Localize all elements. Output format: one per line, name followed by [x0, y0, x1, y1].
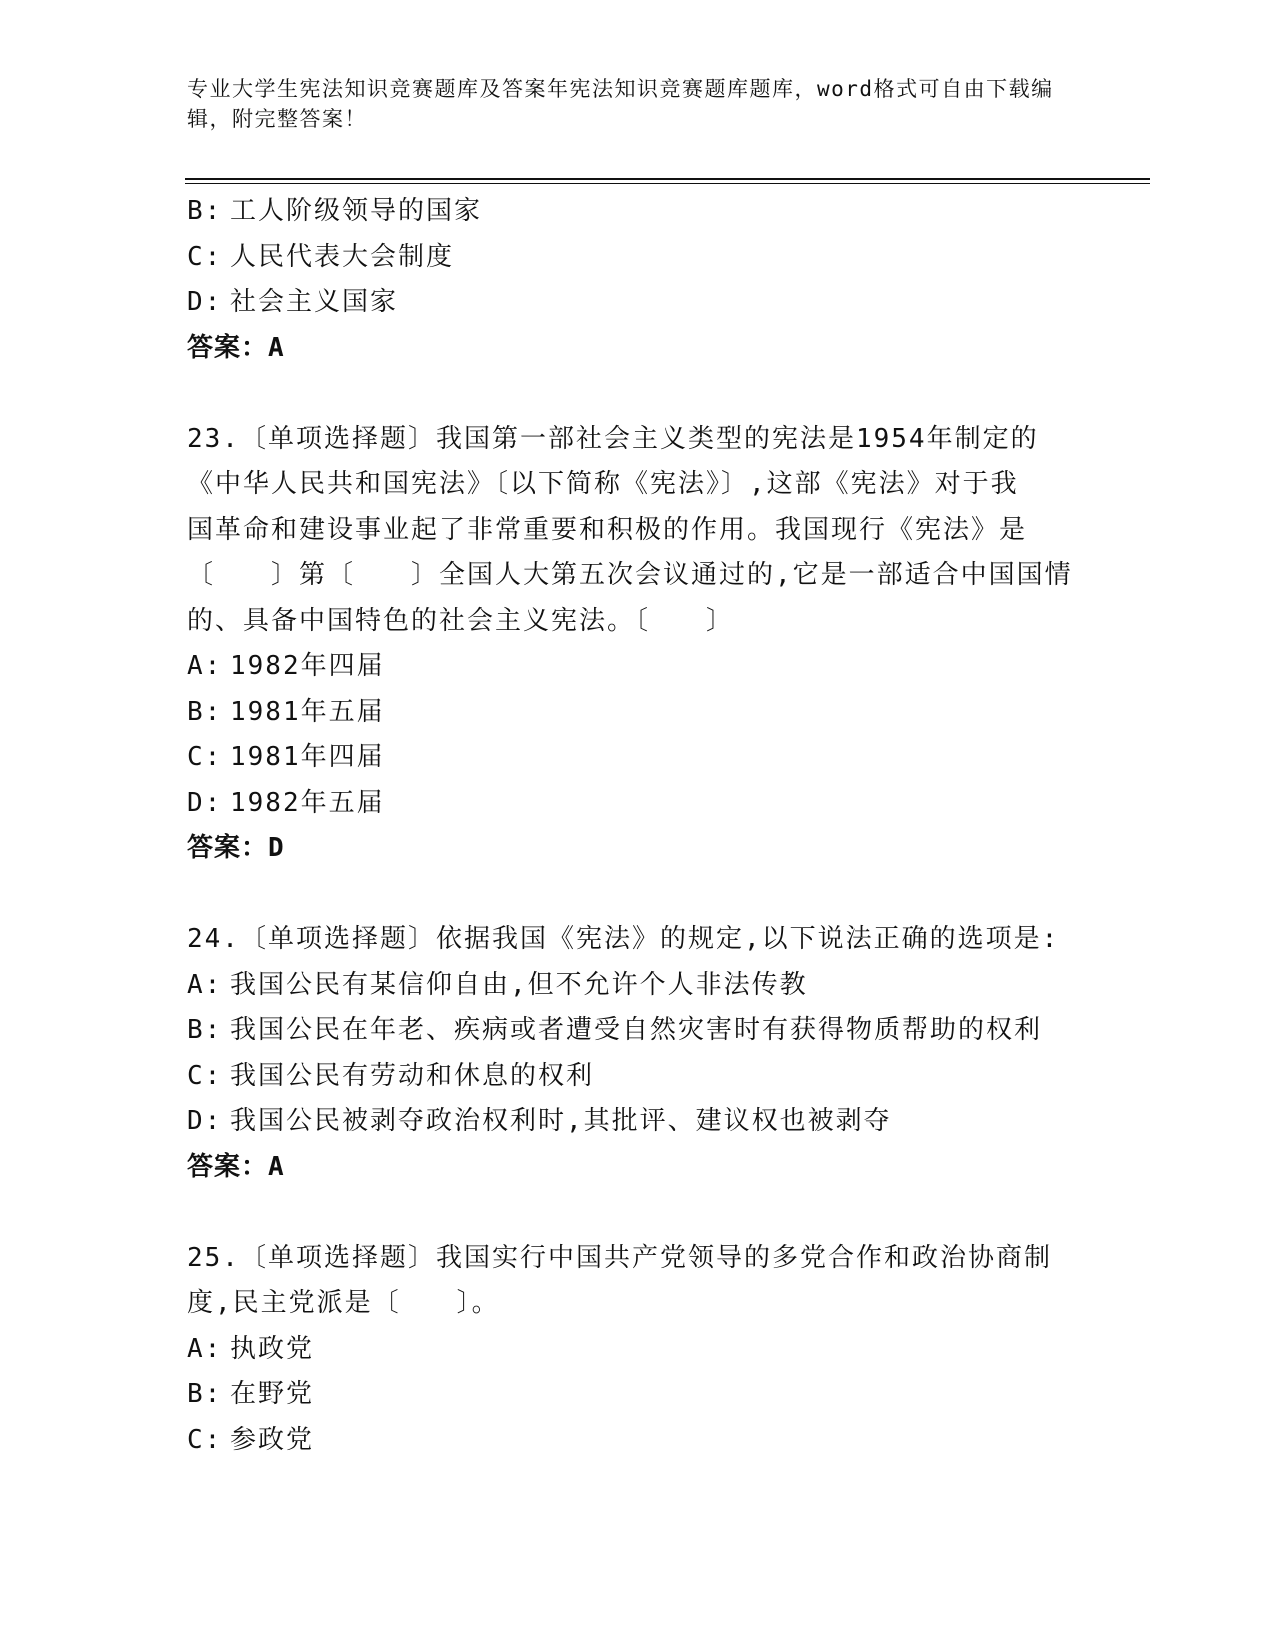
header-divider — [185, 178, 1150, 184]
option-d: D: 我国公民被剥夺政治权利时,其批评、建议权也被剥夺 — [187, 1106, 892, 1136]
answer: 答案：D — [187, 833, 285, 863]
document-body — [187, 189, 1073, 1463]
option-a: A: 执政党 — [187, 1333, 315, 1364]
question-25 — [187, 1236, 1067, 1464]
option-c: C: 1981年四届 — [187, 742, 385, 772]
question-stem-line: 〔 〕第〔 〕全国人大第五次会议通过的,它是一部适合中国国情 — [187, 560, 1073, 590]
option-b: B: 在野党 — [187, 1379, 315, 1409]
option-c: C: 人民代表大会制度 — [187, 241, 455, 272]
question-stem-line: 国革命和建设事业起了非常重要和积极的作用。我国现行《宪法》是 — [187, 514, 1028, 545]
question-24 — [187, 917, 1067, 1190]
question-22-continued — [187, 189, 1067, 371]
answer: 答案：A — [187, 332, 285, 363]
option-d: D: 1982年五届 — [187, 787, 385, 818]
option-d: D: 社会主义国家 — [187, 287, 399, 317]
option-c: C: 我国公民有劳动和休息的权利 — [187, 1060, 595, 1091]
option-a: A: 我国公民有某信仰自由,但不允许个人非法传教 — [187, 969, 808, 1000]
page-header — [187, 74, 1067, 134]
question-stem-line: 《中华人民共和国宪法》〔以下简称《宪法》〕,这部《宪法》对于我 — [187, 469, 1019, 499]
question-stem-line: 的、具备中国特色的社会主义宪法。〔 〕 — [187, 605, 735, 636]
header-text: 专业大学生宪法知识竞赛题库及答案年宪法知识竞赛题库题库，word格式可自由下载编辑，附完整答案！ — [187, 77, 1054, 131]
answer: 答案：A — [187, 1151, 285, 1182]
option-b: B: 1981年五届 — [187, 696, 385, 727]
option-b: B: 我国公民在年老、疾病或者遭受自然灾害时有获得物质帮助的权利 — [187, 1015, 1043, 1045]
option-a: A: 1982年四届 — [187, 651, 385, 681]
option-c: C: 参政党 — [187, 1424, 315, 1455]
question-stem-line: 度,民主党派是〔 〕。 — [187, 1288, 500, 1318]
question-stem-line: 24.〔单项选择题〕依据我国《宪法》的规定,以下说法正确的选项是: — [187, 924, 1060, 954]
option-b: B: 工人阶级领导的国家 — [187, 196, 483, 226]
question-stem-line: 25.〔单项选择题〕我国实行中国共产党领导的多党合作和政治协商制 — [187, 1242, 1052, 1273]
question-stem-line: 23.〔单项选择题〕我国第一部社会主义类型的宪法是1954年制定的 — [187, 423, 1039, 454]
question-23 — [187, 417, 1073, 872]
